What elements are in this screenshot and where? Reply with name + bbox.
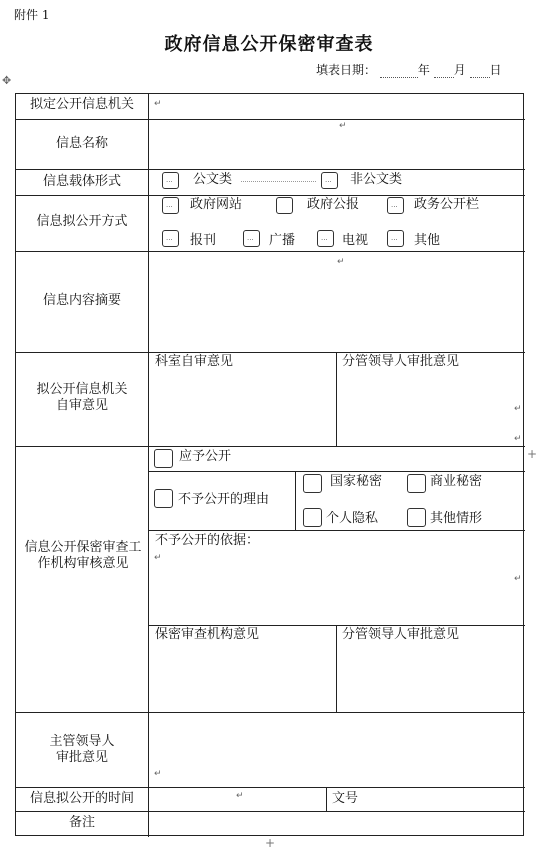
non-disclosure-basis-label: 不予公开的依据： <box>155 533 260 548</box>
time-label: 信息拟公开的时间 <box>29 791 134 806</box>
gov-gazette-checkbox[interactable] <box>276 197 293 214</box>
gov-website-option: 政府网站 <box>190 197 243 212</box>
other-case-checkbox[interactable] <box>407 508 426 527</box>
commercial-secret-option: 商业秘密 <box>430 474 483 489</box>
month-blank[interactable] <box>434 66 454 78</box>
newspaper-option: 报刊 <box>190 233 217 248</box>
secrecy-org-opinion-label: 保密审查机构意见 <box>155 627 260 642</box>
add-column-plus-icon[interactable]: + <box>527 447 538 461</box>
privacy-checkbox[interactable] <box>303 508 322 527</box>
tv-option: 电视 <box>342 233 369 248</box>
not-disclose-reason-label: 不予公开的理由 <box>178 492 270 507</box>
day-blank[interactable] <box>470 66 490 78</box>
doc-type-option: 公文类 <box>193 172 233 187</box>
year-label: 年 <box>417 63 430 77</box>
agency-label: 拟定公开信息机关 <box>29 97 134 112</box>
non-doc-type-option: 非公文类 <box>350 172 403 187</box>
other-case-option: 其他情形 <box>430 511 483 526</box>
method-label: 信息拟公开方式 <box>36 214 128 229</box>
broadcast-option: 广播 <box>269 233 296 248</box>
bulletin-board-checkbox[interactable] <box>387 197 404 214</box>
state-secret-checkbox[interactable] <box>303 474 322 493</box>
broadcast-checkbox[interactable] <box>243 230 260 247</box>
page-title: 政府信息公开保密审查表 <box>164 34 374 55</box>
carrier-label: 信息载体形式 <box>42 174 121 189</box>
dept-review-label: 科室自审意见 <box>155 354 234 369</box>
gov-website-checkbox[interactable] <box>162 197 179 214</box>
state-secret-option: 国家秘密 <box>330 474 383 489</box>
leader-label: 主管领导人审批意见 <box>49 734 115 765</box>
privacy-option: 个人隐私 <box>326 511 379 526</box>
year-blank[interactable] <box>380 66 418 78</box>
review-table: 拟定公开信息机关 信息名称 信息载体形式 信息拟公开方式 信息内容摘要 拟公开信息机关自审意见 信息公开保密审查工作机构审核意见 主管领导人审批意见 信息拟公开的时间 备注 ... 公文类 ... 非公文类 ... 政府网站 政府公报 ... 政务公开栏 ... 报刊 ... 广播 ... 电视 ... 其他 科室自审意见 分管领导人审批意见 应予公开 不予公开的理由 国家秘密 商业秘密 个人隐私 其他情形 不予公开的依据： 保密审查机构意见 分管领导人审批意见 文号 ↵ ↵ ↵ ↵ ↵ ↵ ↵ ↵ ↵ <box>15 93 524 836</box>
other-method-checkbox[interactable] <box>387 230 404 247</box>
doc-number-label: 文号 <box>332 791 359 806</box>
non-doc-type-checkbox[interactable] <box>321 172 338 189</box>
should-disclose-option: 应予公开 <box>179 449 232 464</box>
bulletin-board-option: 政务公开栏 <box>414 197 480 212</box>
fill-date-label: 填表日期： <box>316 63 377 77</box>
secrecy-label: 信息公开保密审查工作机构审核意见 <box>24 540 142 571</box>
add-row-plus-icon[interactable]: + <box>265 836 276 850</box>
tv-checkbox[interactable] <box>317 230 334 247</box>
should-disclose-checkbox[interactable] <box>154 449 173 468</box>
info-name-label: 信息名称 <box>55 136 108 151</box>
gov-gazette-option: 政府公报 <box>307 197 360 212</box>
summary-label: 信息内容摘要 <box>42 293 121 308</box>
other-method-option: 其他 <box>414 233 441 248</box>
fill-date <box>316 61 502 78</box>
leader-approval-label: 分管领导人审批意见 <box>342 354 460 369</box>
doc-type-checkbox[interactable] <box>162 172 179 189</box>
self-review-label: 拟公开信息机关自审意见 <box>36 382 128 413</box>
not-disclose-checkbox[interactable] <box>154 489 173 508</box>
newspaper-checkbox[interactable] <box>162 230 179 247</box>
move-icon[interactable]: ✥ <box>2 74 12 87</box>
secrecy-leader-approval-label: 分管领导人审批意见 <box>342 627 460 642</box>
day-label: 日 <box>489 63 502 77</box>
commercial-secret-checkbox[interactable] <box>407 474 426 493</box>
attachment-label: 附件 1 <box>14 8 50 22</box>
month-label: 月 <box>453 63 466 77</box>
remark-label: 备注 <box>68 815 95 830</box>
